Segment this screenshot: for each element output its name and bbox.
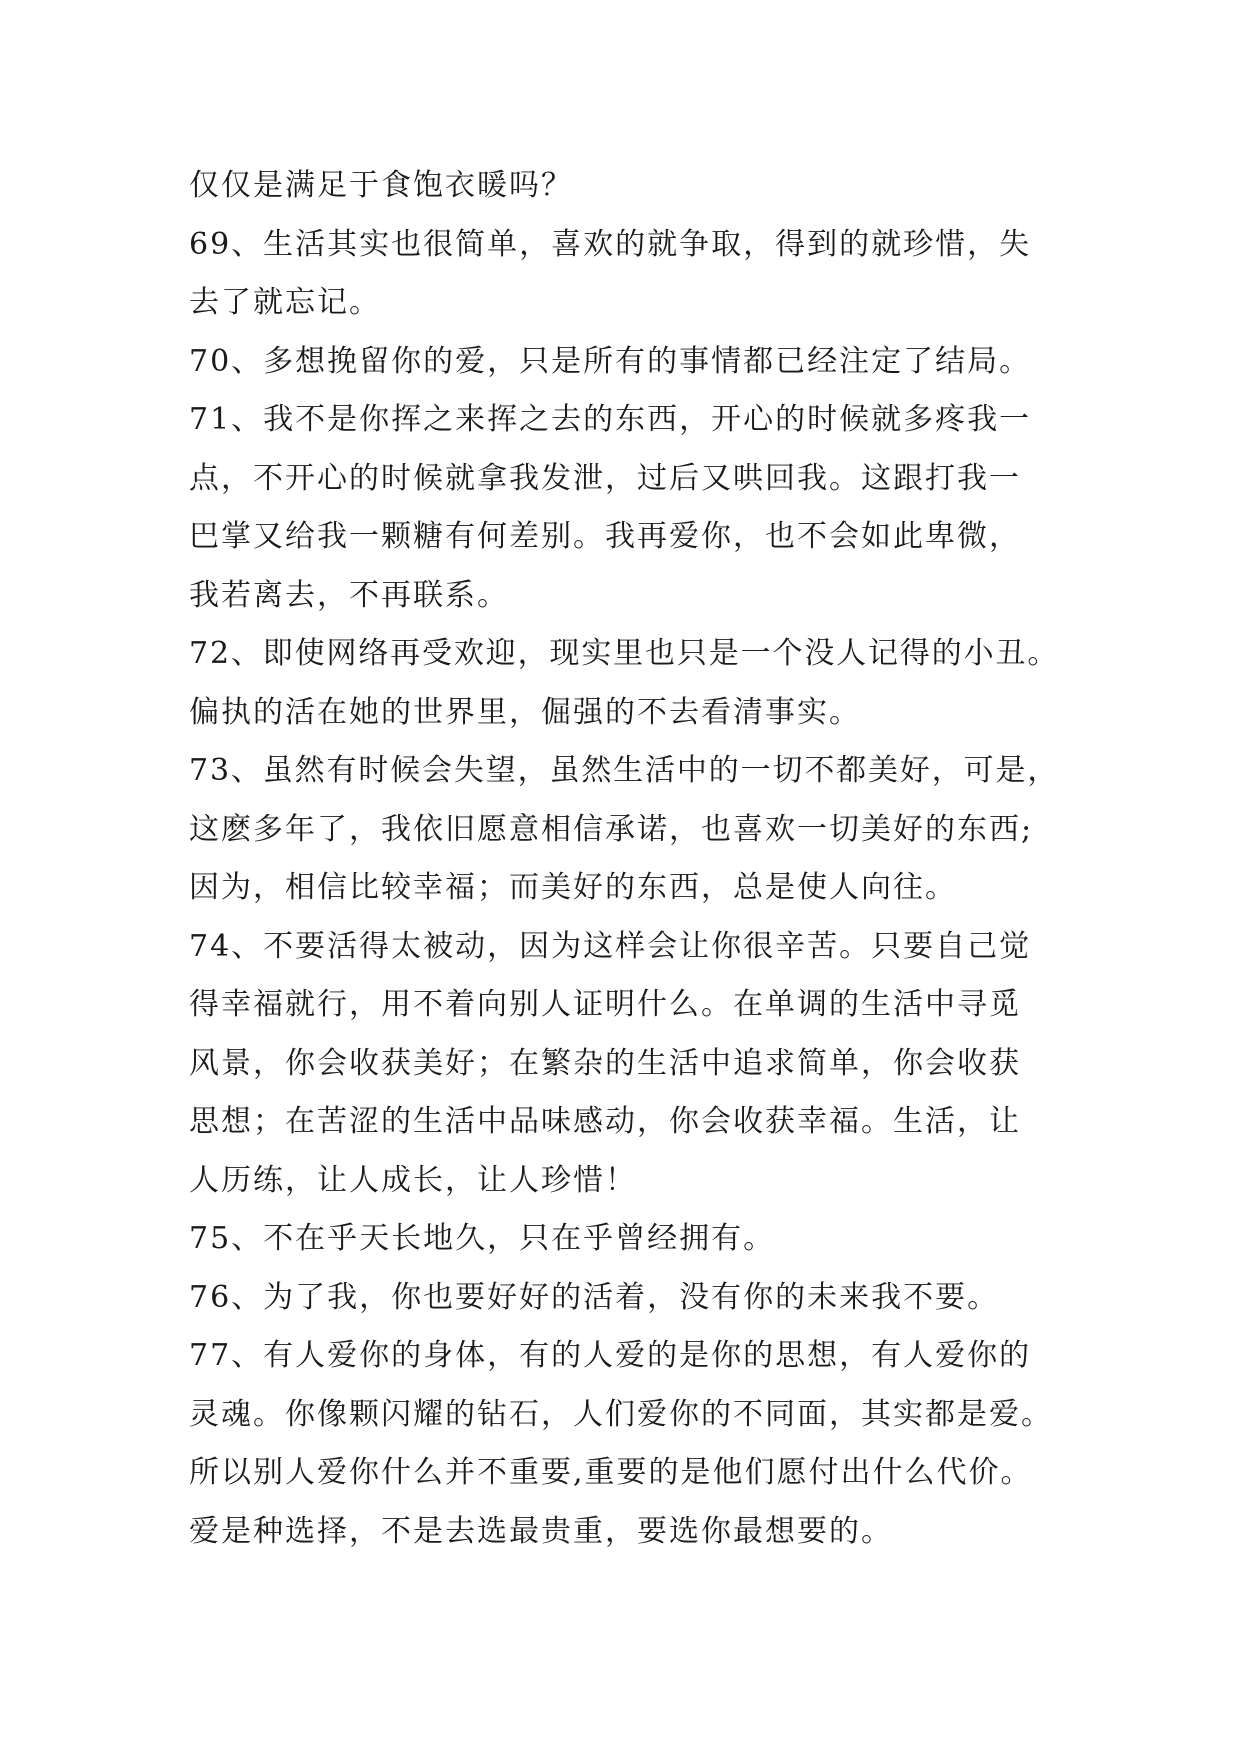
text-line: 思想；在苦涩的生活中品味感动，你会收获幸福。生活，让 (189, 1104, 1021, 1139)
text-line: 巴掌又给我一颗糖有何差别。我再爱你，也不会如此卑微， (189, 519, 1021, 554)
text-line: 人历练，让人成长，让人珍惜！ (189, 1162, 637, 1198)
text-line: 74、不要活得太被动，因为这样会让你很辛苦。只要自己觉 (189, 928, 1032, 964)
text-line: 76、为了我，你也要好好的活着，没有你的未来我不要。 (189, 1279, 1000, 1315)
text-line: 仅仅是满足于食饱衣暖吗？ (189, 168, 573, 203)
text-line: 偏执的活在她的世界里，倔强的不去看清事实。 (189, 694, 861, 730)
text-line: 70、多想挽留你的爱，只是所有的事情都已经注定了结局。 (189, 343, 1032, 379)
text-line: 因为，相信比较幸福；而美好的东西，总是使人向往。 (189, 870, 957, 905)
text-line: 我若离去，不再联系。 (189, 577, 509, 613)
text-line: 爱是种选择，不是去选最贵重，要选你最想要的。 (189, 1513, 893, 1549)
text-line: 点，不开心的时候就拿我发泄，过后又哄回我。这跟打我一 (189, 460, 1021, 496)
text-line: 72、即使网络再受欢迎，现实里也只是一个没人记得的小丑。 (189, 636, 1060, 671)
text-line: 得幸福就行，用不着向别人证明什么。在单调的生活中寻觅 (189, 987, 1021, 1022)
text-line: 去了就忘记。 (189, 285, 381, 320)
text-line: 77、有人爱你的身体，有的人爱的是你的思想，有人爱你的 (189, 1338, 1032, 1373)
document-body (189, 157, 1059, 1561)
text-line: 71、我不是你挥之来挥之去的东西，开心的时候就多疼我一 (189, 402, 1032, 437)
text-line: 所以别人爱你什么并不重要,重要的是他们愿付出什么代价。 (189, 1455, 1033, 1490)
text-line: 75、不在乎天长地久，只在乎曾经拥有。 (189, 1221, 776, 1256)
text-line: 风景，你会收获美好；在繁杂的生活中追求简单，你会收获 (189, 1045, 1021, 1081)
text-line: 73、虽然有时候会失望，虽然生活中的一切不都美好，可是， (189, 753, 1060, 788)
text-line: 灵魂。你像颗闪耀的钻石，人们爱你的不同面，其实都是爱。 (189, 1396, 1053, 1432)
text-line: 69、生活其实也很简单，喜欢的就争取，得到的就珍惜，失 (189, 226, 1032, 262)
text-line: 这麽多年了，我依旧愿意相信承诺，也喜欢一切美好的东西; (189, 811, 1034, 847)
